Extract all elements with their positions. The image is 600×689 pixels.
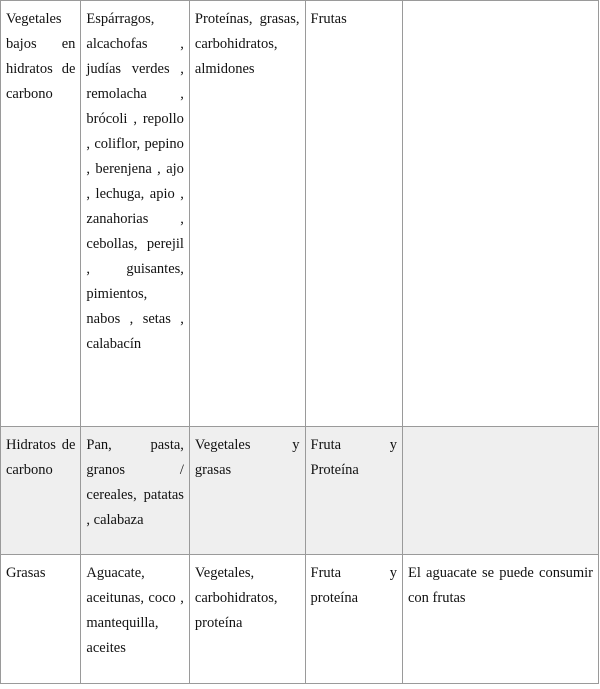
combine-with-cell: Proteínas, grasas, carbohidratos, almidones bbox=[189, 1, 305, 427]
food-group-cell: Grasas bbox=[1, 555, 81, 684]
food-group-cell: Hidratos de carbono bbox=[1, 427, 81, 555]
food-group-cell: Vegetales bajos en hidratos de carbono bbox=[1, 1, 81, 427]
combine-with-cell: Vegetales, carbohidratos, proteína bbox=[189, 555, 305, 684]
table-row-carbohydrates bbox=[1, 427, 599, 555]
notes-cell bbox=[402, 427, 598, 555]
notes-cell bbox=[402, 1, 598, 427]
combine-with-cell: Vegetales y grasas bbox=[189, 427, 305, 555]
table-row-low-carb-vegetables bbox=[1, 1, 599, 427]
notes-cell: El aguacate se puede consumir con frutas bbox=[402, 555, 598, 684]
foods-list-cell: Aguacate, aceitunas, coco , mantequilla, aceites bbox=[81, 555, 190, 684]
avoid-with-cell: Fruta y Proteína bbox=[305, 427, 402, 555]
avoid-with-cell: Fruta y proteína bbox=[305, 555, 402, 684]
table-row-fats bbox=[1, 555, 599, 684]
foods-list-cell: Pan, pasta, granos / cereales, patatas , calabaza bbox=[81, 427, 190, 555]
foods-list-cell: Espárragos, alcachofas , judías verdes , remolacha , brócoli , repollo , coliflor, pepino , berenjena , ajo , lechuga, apio , zanahorias , cebollas, perejil , guisantes, pimientos, nabos , setas , calabacín bbox=[81, 1, 190, 427]
avoid-with-cell: Frutas bbox=[305, 1, 402, 427]
